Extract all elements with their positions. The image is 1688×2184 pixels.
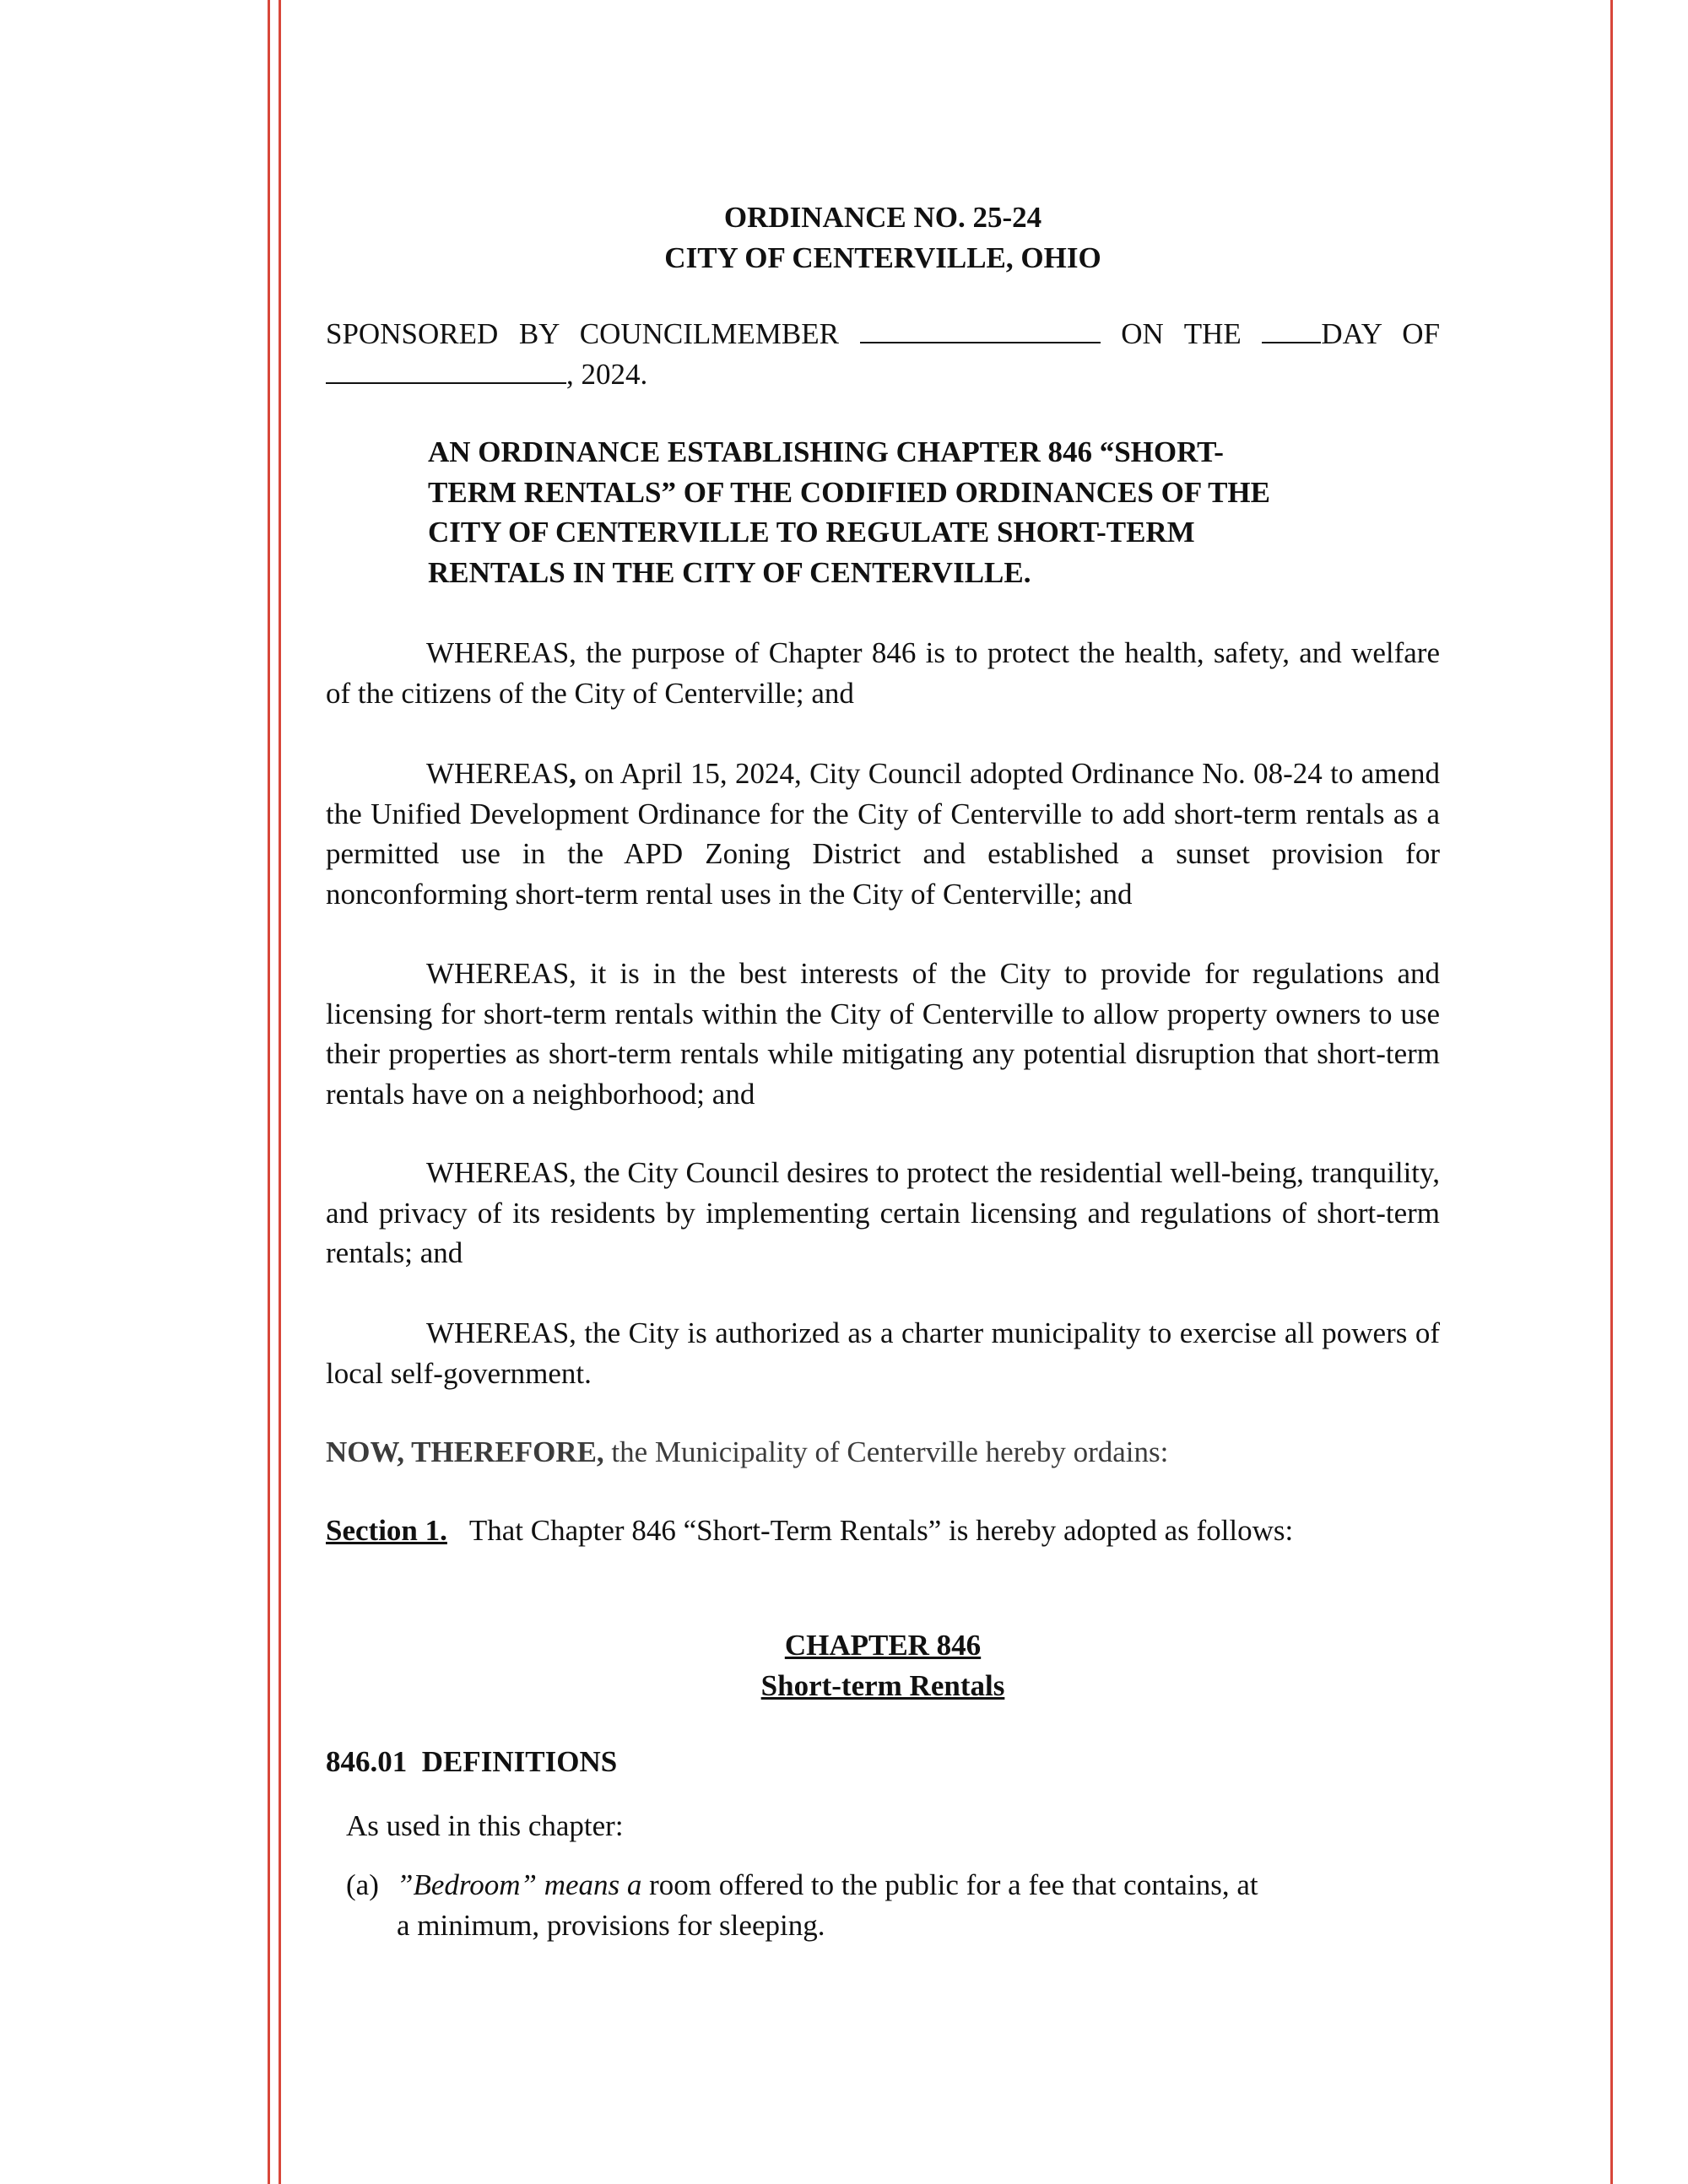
month-blank[interactable]: [326, 357, 566, 384]
now-therefore-text: the Municipality of Centerville hereby ordains:: [603, 1435, 1169, 1468]
definition-body: [397, 1865, 1274, 1945]
whereas-paragraph: [326, 1153, 1440, 1273]
whereas-lead: WHEREAS,: [426, 957, 576, 990]
whereas-lead: WHEREAS,: [426, 1156, 576, 1189]
definitions-intro: As used in this chapter:: [346, 1809, 624, 1842]
sponsor-on-the: ON THE: [1121, 317, 1242, 350]
sponsor-year: , 2024.: [566, 358, 648, 391]
title-line: TERM RENTALS” OF THE CODIFIED ORDINANCES OF THE: [428, 475, 1270, 509]
whereas-paragraph: [326, 754, 1440, 914]
whereas-lead-comma: ,: [569, 757, 576, 790]
whereas-text: it is in the best interests of the City to provide for regulations and licensing for short-term rentals within the City of Centerville to allow property owners to use their properties as short-term rentals while mitigating any potential disruption that short-term rentals have on a neighborhood; and: [326, 957, 1440, 1111]
whereas-text: on April 15, 2024, City Council adopted Ordinance No. 08-24 to amend the Unified Development Ordinance for the City of Centerville to add short-term rentals as a permitted use in the APD Zoning District and established a sunset provision for nonconforming short-term rental uses in the City of Centerville; and: [326, 757, 1440, 911]
chapter-heading: [326, 1625, 1440, 1706]
title-line: CITY OF CENTERVILLE TO REGULATE SHORT-TERM: [428, 516, 1195, 549]
now-therefore-lead: NOW, THEREFORE,: [326, 1435, 604, 1468]
title-line: AN ORDINANCE ESTABLISHING CHAPTER 846 “SHORT-: [428, 435, 1224, 468]
whereas-paragraph: [326, 1313, 1440, 1393]
right-margin-rule: [1610, 0, 1613, 2184]
sponsor-day-of: DAY OF: [1321, 317, 1441, 350]
title-line: RENTALS IN THE CITY OF CENTERVILLE.: [428, 555, 1031, 589]
sponsor-date-line: [326, 354, 647, 395]
section-1: [326, 1511, 1293, 1551]
section-1-label: Section 1.: [326, 1514, 447, 1547]
definitions-heading: 846.01 DEFINITIONS: [326, 1745, 618, 1778]
chapter-title: Short-term Rentals: [760, 1669, 1005, 1702]
whereas-lead: WHEREAS,: [426, 636, 576, 669]
document-header: [326, 197, 1440, 278]
definition-marker: (a): [346, 1868, 379, 1901]
whereas-paragraph: [326, 954, 1440, 1114]
councilmember-blank[interactable]: [860, 316, 1101, 343]
whereas-text: the City is authorized as a charter municipality to exercise all powers of local self-government.: [326, 1316, 1440, 1390]
definition-item: [346, 1865, 1274, 1945]
ordinance-title: [428, 432, 1323, 592]
section-1-text: That Chapter 846 “Short-Term Rentals” is hereby adopted as follows:: [468, 1514, 1294, 1547]
whereas-lead: WHEREAS,: [426, 1316, 576, 1349]
city-name: CITY OF CENTERVILLE, OHIO: [664, 241, 1101, 274]
chapter-number: CHAPTER 846: [784, 1629, 982, 1662]
definition-term: ”Bedroom” means a: [397, 1868, 642, 1901]
whereas-paragraph: [326, 633, 1440, 713]
whereas-text: the City Council desires to protect the residential well-being, tranquility, and privacy of its residents by implementing certain licensing and regulations of short-term rentals; and: [326, 1156, 1440, 1269]
day-field: [1262, 317, 1440, 350]
ordinance-number: ORDINANCE NO. 25-24: [723, 201, 1042, 234]
whereas-lead: WHEREAS: [426, 757, 570, 790]
now-therefore-clause: [326, 1432, 1168, 1473]
day-blank[interactable]: [1262, 316, 1321, 343]
whereas-text: the purpose of Chapter 846 is to protect the health, safety, and welfare of the citizens of the City of Centerville; and: [326, 636, 1440, 710]
left-margin-rule-outer: [268, 0, 270, 2184]
left-margin-rule-inner: [279, 0, 281, 2184]
sponsor-prefix: SPONSORED BY COUNCILMEMBER: [326, 317, 839, 350]
definition-text: room offered to the public for a fee that contains, at a minimum, provisions for sleeping.: [397, 1868, 1258, 1942]
sponsor-line: [326, 314, 1440, 354]
